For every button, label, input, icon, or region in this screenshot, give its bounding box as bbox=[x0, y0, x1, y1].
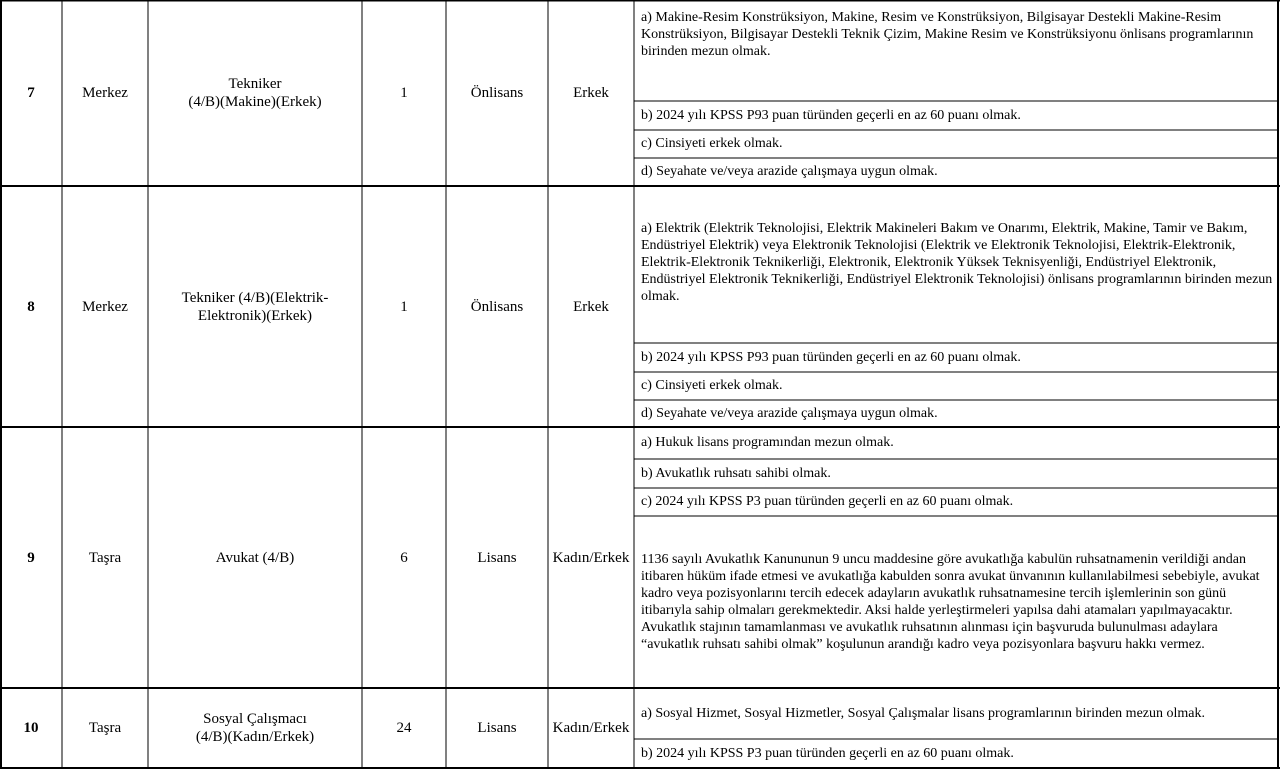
row-number: 8 bbox=[27, 298, 35, 315]
education-cell: Önlisans bbox=[470, 85, 524, 101]
education-cell: Önlisans bbox=[470, 298, 524, 315]
location-cell: Taşra bbox=[88, 720, 122, 736]
requirement-item: a) Makine-Resim Konstrüksiyon, Makine, Resim ve Konstrüksiyon, Bilgisayar Destekli Makine-Resim Konstrüksiyon, Bilgisayar Destekli Teknik Çizim, Makine Resim ve Konstrüksiyonu önlisans programlarının birinden mezun olmak. bbox=[641, 10, 1254, 59]
gender-cell: Kadın/Erkek bbox=[552, 720, 630, 736]
requirement-item: b) 2024 yılı KPSS P93 puan türünden geçerli en az 60 puanı olmak. bbox=[641, 349, 1021, 365]
requirements-cell bbox=[634, 186, 1280, 427]
table-row bbox=[0, 186, 1280, 427]
position-title-cell: Tekniker (4/B)(Elektrik- Elektronik)(Erkek) bbox=[181, 289, 329, 324]
location-cell: Taşra bbox=[88, 549, 122, 566]
education-cell: Lisans bbox=[477, 549, 517, 566]
location-cell: Merkez bbox=[82, 298, 128, 315]
requirement-item: a) Hukuk lisans programından mezun olmak. bbox=[641, 435, 894, 450]
requirement-item: a) Elektrik (Elektrik Teknolojisi, Elektrik Makineleri Bakım ve Onarımı, Elektrik, Makine, Tamir ve Bakım, Endüstriyel Elektrik) veya Elektronik Teknolojisi (Elektrik ve Elektronik Teknolojisi, Elektrik-Elektronik, Elektrik-Elektronik Teknikerliği, Elektronik, Elektronik Yüksek Teknisyenliği, Endüstriyel Elektronik, Endüstriyel Elektronik Teknikerliği, Endüstriyel Elektronik Teknolojisi) önlisans programlarının birinden mezun olmak. bbox=[641, 221, 1273, 304]
requirements-cell bbox=[634, 427, 1280, 688]
position-title-cell: Tekniker (4/B)(Makine)(Erkek) bbox=[188, 76, 322, 110]
count-cell: 1 bbox=[400, 298, 408, 315]
position-title-cell: Avukat (4/B) bbox=[215, 549, 295, 566]
count-cell: 24 bbox=[396, 720, 412, 736]
table-row bbox=[0, 688, 1280, 768]
requirement-item: d) Seyahate ve/veya arazide çalışmaya uygun olmak. bbox=[641, 406, 938, 421]
requirement-item: a) Sosyal Hizmet, Sosyal Hizmetler, Sosyal Çalışmalar lisans programlarının birinden mezun olmak. bbox=[641, 705, 1205, 721]
requirement-item: c) Cinsiyeti erkek olmak. bbox=[641, 378, 783, 393]
requirement-item: b) 2024 yılı KPSS P93 puan türünden geçerli en az 60 puanı olmak. bbox=[641, 107, 1021, 123]
position-title-cell: Sosyal Çalışmacı (4/B)(Kadın/Erkek) bbox=[195, 711, 315, 745]
requirements-cell bbox=[634, 0, 1280, 186]
row-number: 10 bbox=[23, 720, 39, 736]
location-cell: Merkez bbox=[82, 85, 128, 101]
requirements-cell bbox=[634, 688, 1280, 768]
gender-cell: Kadın/Erkek bbox=[552, 549, 630, 566]
requirement-item: b) Avukatlık ruhsatı sahibi olmak. bbox=[641, 465, 831, 481]
gender-cell: Erkek bbox=[573, 85, 609, 101]
row-number: 7 bbox=[27, 85, 35, 101]
requirement-item: c) 2024 yılı KPSS P3 puan türünden geçerli en az 60 puanı olmak. bbox=[641, 494, 1014, 509]
requirement-item: c) Cinsiyeti erkek olmak. bbox=[641, 136, 783, 151]
row-number: 9 bbox=[27, 549, 35, 566]
count-cell: 6 bbox=[400, 549, 408, 566]
requirement-note: 1136 sayılı Avukatlık Kanununun 9 uncu maddesine göre avukatlığa kabulün ruhsatnamenin verildiği andan itibaren hüküm ifade etmesi ve avukatlığa kabulden sonra avukat ünvanının kullanılabilmesi sebebiyle, avukat kadro veya pozisyonlarını tercih edecek adayların avukatlık ruhsatnamesine tercih işlemlerinin son günü itibarıyla sahip olmaları gerekmektedir. Aksi halde yerleştirmeleri yapılsa dahi atamaları yapılmayacaktır. Avukatlık stajının tamamlanması ve avukatlık ruhsatının alınması için başvuruda bulunulması adaylara “avukatlık ruhsatı sahibi olmak” koşulunun arandığı kadro veya pozisyonlara başvuru hakkı vermez. bbox=[641, 552, 1260, 652]
requirement-item: d) Seyahate ve/veya arazide çalışmaya uygun olmak. bbox=[641, 164, 938, 179]
requirement-item: b) 2024 yılı KPSS P3 puan türünden geçerli en az 60 puanı olmak. bbox=[641, 746, 1014, 761]
count-cell: 1 bbox=[400, 85, 408, 101]
table-row bbox=[0, 427, 1280, 688]
gender-cell: Erkek bbox=[573, 298, 609, 315]
education-cell: Lisans bbox=[477, 720, 517, 736]
table-row bbox=[0, 0, 1280, 186]
